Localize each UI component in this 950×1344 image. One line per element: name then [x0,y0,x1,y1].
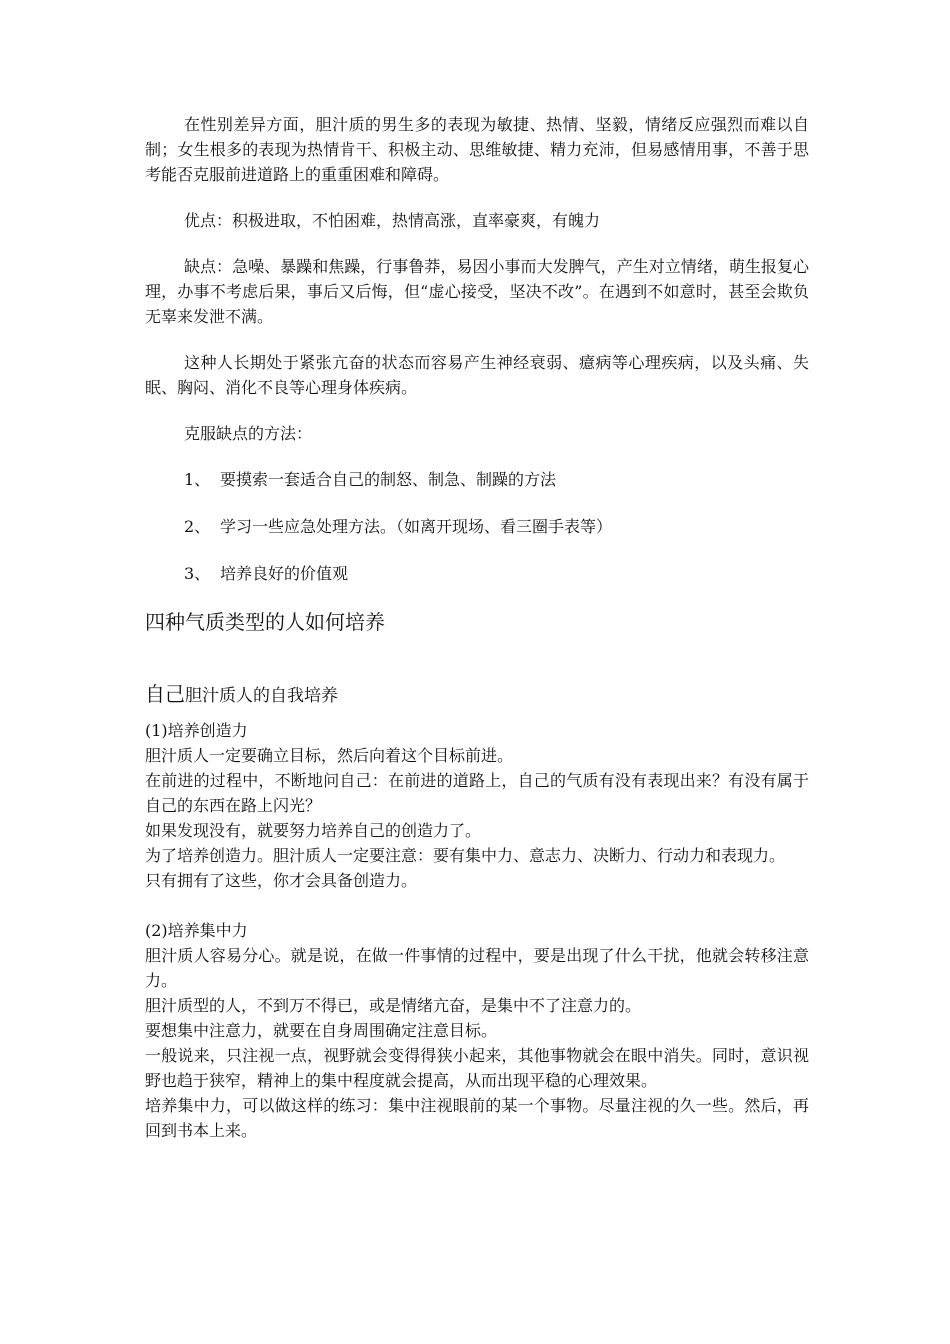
subsection-title: (2)培养集中力 [145,921,248,940]
method-text: 要摸索一套适合自己的制怒、制急、制躁的方法 [220,470,557,489]
paragraph-methods-intro: 克服缺点的方法： [184,424,313,443]
text-line: 如果发现没有，就要努力培养自己的创造力了。 [145,821,482,840]
text-line: 培养集中力，可以做这样的练习：集中注视眼前的某一个事物。尽量注视的久一些。然后，再回到书本上来。 [145,1096,809,1140]
heading-part-small: 胆汁质人的自我培养 [185,686,338,706]
method-number: 3、 [184,564,211,583]
method-text: 培养良好的价值观 [220,564,349,583]
heading-part-big: 自己 [145,682,185,706]
text-line: 胆汁质人一定要确立目标，然后向着这个目标前进。 [145,746,514,765]
section-creativity [145,718,809,893]
method-item-3 [145,561,809,586]
section-heading-four-types: 四种气质类型的人如何培养 [145,610,385,634]
document-page [145,112,809,1143]
method-text: 学习一些应急处理方法。（如离开现场、看三圈手表等） [220,517,613,536]
text-line: 只有拥有了这些，你才会具备创造力。 [145,871,418,890]
paragraph-disadvantages: 缺点：急噪、暴躁和焦躁，行事鲁莽，易因小事而大发脾气，产生对立情绪，萌生报复心理，办事不考虑后果，事后又后悔，但“虚心接受，坚决不改”。在遇到不如意时，甚至会欺负无辜来发泄不满。 [145,257,809,326]
method-item-2 [145,514,809,539]
paragraph-health-risk: 这种人长期处于紧张亢奋的状态而容易产生神经衰弱、癔病等心理疾病，以及头痛、失眠、胸闷、消化不良等心理身体疾病。 [145,353,809,397]
section-heading-self-cultivation [145,680,809,710]
text-line: 为了培养创造力。胆汁质人一定要注意：要有集中力、意志力、决断力、行动力和表现力。 [145,846,786,865]
section-concentration [145,918,809,1143]
text-line: 在前进的过程中，不断地问自己：在前进的道路上，自己的气质有没有表现出来？有没有属于自己的东西在路上闪光？ [145,771,809,815]
text-line: 胆汁质型的人，不到万不得已，或是情绪亢奋，是集中不了注意力的。 [145,996,642,1015]
method-item-1 [145,467,809,492]
text-line: 要想集中注意力，就要在自身周围确定注意目标。 [145,1021,498,1040]
text-line: 胆汁质人容易分心。就是说，在做一件事情的过程中，要是出现了什么干扰，他就会转移注意力。 [145,946,809,990]
paragraph-gender-difference: 在性别差异方面，胆汁质的男生多的表现为敏捷、热情、坚毅，情绪反应强烈而难以自制；女生根多的表现为热情肯干、积极主动、思维敏捷、精力充沛，但易感情用事，不善于思考能否克服前进道路上的重重困难和障碍。 [145,115,809,184]
spacer [145,893,809,918]
paragraph-advantages: 优点：积极进取，不怕困难，热情高涨，直率豪爽，有魄力 [184,211,601,230]
method-number: 1、 [184,470,211,489]
method-number: 2、 [184,517,211,536]
subsection-title: (1)培养创造力 [145,721,248,740]
text-line: 一般说来，只注视一点，视野就会变得得狭小起来，其他事物就会在眼中消失。同时，意识视野也趋于狭窄，精神上的集中程度就会提高，从而出现平稳的心理效果。 [145,1046,809,1090]
